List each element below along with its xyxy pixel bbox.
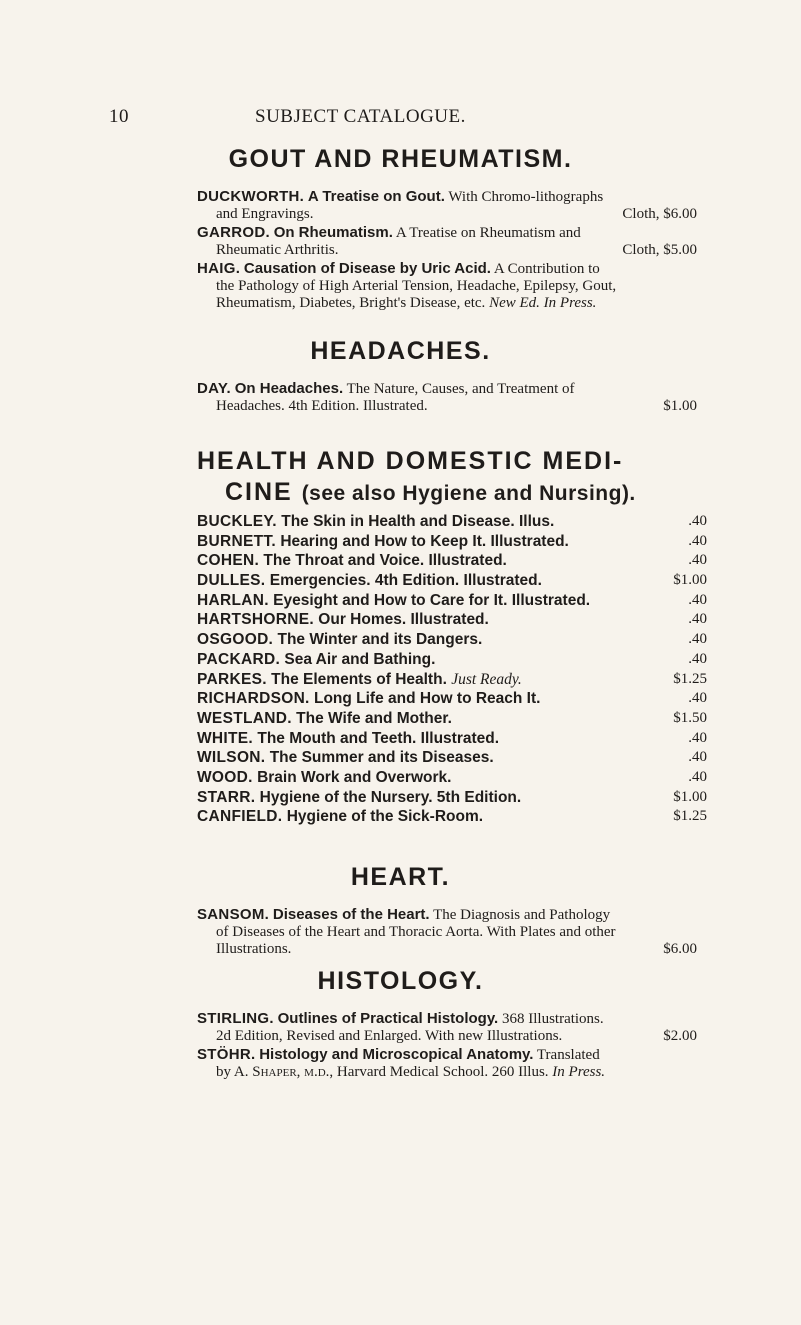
entry-cont: by A. bbox=[216, 1064, 249, 1080]
entry-author: DUCKWORTH. bbox=[197, 188, 305, 205]
entry-title: Histology and Microscopical Anatomy. bbox=[259, 1046, 534, 1063]
heading-sub: (see also Hygiene and Nursing). bbox=[301, 482, 636, 505]
item-price: $1.00 bbox=[673, 572, 707, 589]
item-title: Eyesight and How to Care for It. Illustrated. bbox=[273, 591, 591, 609]
list-item bbox=[197, 808, 707, 828]
item-title: The Mouth and Teeth. Illustrated. bbox=[257, 729, 500, 747]
entry-title: Causation of Disease by Uric Acid. bbox=[243, 260, 491, 277]
entry-garrod bbox=[197, 224, 697, 259]
list-item bbox=[197, 533, 707, 553]
item-price: .40 bbox=[688, 532, 707, 549]
entry-desc: The Diagnosis and Pathology bbox=[433, 907, 611, 923]
item-price: .40 bbox=[688, 729, 707, 746]
entry-desc: Translated bbox=[536, 1047, 600, 1063]
entry-title: On Headaches. bbox=[234, 380, 344, 397]
section-heading-headaches: HEADACHES. bbox=[310, 337, 491, 365]
entry-author: HAIG. bbox=[197, 260, 241, 277]
item-title: Hygiene of the Nursery. 5th Edition. bbox=[259, 788, 522, 806]
item-author: COHEN. bbox=[197, 552, 260, 570]
entry-title: On Rheumatism. bbox=[273, 224, 393, 241]
entry-author: DAY. bbox=[197, 380, 231, 397]
entry-price: Cloth, $5.00 bbox=[622, 242, 697, 258]
item-note: Just Ready. bbox=[451, 670, 522, 688]
entry-author: GARROD. bbox=[197, 224, 270, 241]
item-author: HARTSHORNE. bbox=[197, 611, 314, 629]
entry-price: $6.00 bbox=[663, 941, 697, 957]
list-item bbox=[197, 730, 707, 750]
list-item bbox=[197, 592, 707, 612]
item-price: .40 bbox=[688, 552, 707, 569]
entry-stirling bbox=[197, 1010, 697, 1045]
entry-cont-post: Harvard Medical School. 260 Illus. bbox=[336, 1064, 549, 1080]
entry-sansom bbox=[197, 906, 697, 958]
entry-cont: Rheumatic Arthritis. bbox=[216, 242, 339, 258]
item-price: $1.00 bbox=[673, 788, 707, 805]
entry-day bbox=[197, 380, 697, 415]
item-title: Sea Air and Bathing. bbox=[284, 650, 436, 668]
entry-author: STÖHR. bbox=[197, 1046, 256, 1063]
item-price: .40 bbox=[688, 650, 707, 667]
item-author: HARLAN. bbox=[197, 591, 269, 609]
item-title: The Wife and Mother. bbox=[296, 709, 452, 727]
entry-author: SANSOM. bbox=[197, 906, 270, 923]
list-item bbox=[197, 651, 707, 671]
list-item bbox=[197, 749, 707, 769]
section-heading-heart: HEART. bbox=[350, 863, 451, 891]
item-author: PARKES. bbox=[197, 670, 267, 688]
item-author: WOOD. bbox=[197, 768, 253, 786]
item-author: DULLES. bbox=[197, 572, 266, 590]
page-number: 10 bbox=[109, 106, 129, 127]
item-price: .40 bbox=[688, 690, 707, 707]
entry-desc: The Nature, Causes, and Treatment of bbox=[346, 381, 575, 397]
entry-title: Outlines of Practical Histology. bbox=[277, 1010, 499, 1027]
list-item bbox=[197, 710, 707, 730]
entry-title: Diseases of the Heart. bbox=[272, 906, 430, 923]
entry-cont: Headaches. 4th Edition. Illustrated. bbox=[216, 398, 428, 414]
item-price: .40 bbox=[688, 513, 707, 529]
list-item bbox=[197, 513, 707, 533]
item-title: The Skin in Health and Disease. Illus. bbox=[281, 513, 555, 530]
section-heading-histology: HISTOLOGY. bbox=[317, 967, 484, 995]
entry-price: $1.00 bbox=[663, 398, 697, 414]
entry-note: In Press. bbox=[552, 1064, 606, 1080]
item-title: The Elements of Health. bbox=[271, 670, 447, 688]
section-heading-gout: GOUT AND RHEUMATISM. bbox=[228, 145, 573, 173]
list-item bbox=[197, 552, 707, 572]
item-price: $1.50 bbox=[673, 709, 707, 726]
entry-author: STIRLING. bbox=[197, 1010, 274, 1027]
entry-cont: 2d Edition, Revised and Enlarged. With new Illustrations. bbox=[216, 1028, 563, 1044]
list-item bbox=[197, 631, 707, 651]
list-item bbox=[197, 671, 707, 691]
item-title: The Winter and its Dangers. bbox=[277, 631, 483, 649]
entry-desc: A Treatise on Rheumatism and bbox=[395, 225, 581, 241]
entry-haig bbox=[197, 260, 697, 312]
running-title: SUBJECT CATALOGUE. bbox=[255, 106, 466, 127]
item-title: Hygiene of the Sick-Room. bbox=[286, 808, 484, 826]
item-author: PACKARD. bbox=[197, 650, 281, 668]
list-item bbox=[197, 690, 707, 710]
entry-note: In Press. bbox=[543, 295, 597, 311]
entry-cont-degree: m.d., bbox=[304, 1064, 334, 1080]
entry-cont2: Illustrations. bbox=[216, 941, 292, 957]
item-author: BURNETT. bbox=[197, 532, 277, 550]
entry-price: Cloth, $6.00 bbox=[622, 206, 697, 222]
running-head bbox=[109, 106, 466, 128]
health-list bbox=[197, 513, 707, 828]
heading-word: CINE bbox=[225, 478, 293, 506]
list-item bbox=[197, 769, 707, 789]
item-title: Emergencies. 4th Edition. Illustrated. bbox=[269, 572, 542, 590]
entry-cont: the Pathology of High Arterial Tension, Headache, Epilepsy, Gout, bbox=[216, 278, 617, 294]
item-author: WESTLAND. bbox=[197, 709, 292, 727]
item-author: BUCKLEY. bbox=[197, 513, 277, 530]
item-title: Long Life and How to Reach It. bbox=[313, 690, 541, 708]
entry-note: New Ed. bbox=[489, 295, 540, 311]
list-item bbox=[197, 611, 707, 631]
item-author: OSGOOD. bbox=[197, 631, 274, 649]
item-price: .40 bbox=[688, 611, 707, 628]
item-price: .40 bbox=[688, 631, 707, 648]
item-author: RICHARDSON. bbox=[197, 690, 310, 708]
item-title: Hearing and How to Keep It. Illustrated. bbox=[280, 532, 569, 550]
entry-cont2: Rheumatism, Diabetes, Bright's Disease, etc. bbox=[216, 295, 486, 311]
entry-desc: With Chromo-lithographs bbox=[448, 189, 604, 205]
entry-cont: of Diseases of the Heart and Thoracic Aorta. With Plates and other bbox=[216, 924, 616, 940]
entry-stohr bbox=[197, 1046, 697, 1081]
item-author: WHITE. bbox=[197, 729, 254, 747]
item-author: CANFIELD. bbox=[197, 808, 283, 826]
item-author: WILSON. bbox=[197, 749, 266, 767]
entry-desc: 368 Illustrations. bbox=[501, 1011, 604, 1027]
item-price: $1.25 bbox=[673, 670, 707, 687]
entry-price: $2.00 bbox=[663, 1028, 697, 1044]
entry-title: A Treatise on Gout. bbox=[307, 188, 445, 205]
section-heading-health-cont bbox=[225, 478, 725, 507]
item-author: STARR. bbox=[197, 788, 256, 806]
item-price: .40 bbox=[688, 749, 707, 766]
section-heading-health: HEALTH AND DOMESTIC MEDI- bbox=[197, 447, 624, 475]
item-title: The Throat and Voice. Illustrated. bbox=[263, 552, 507, 570]
entry-desc: A Contribution to bbox=[493, 261, 600, 277]
item-title: The Summer and its Diseases. bbox=[269, 749, 494, 767]
item-price: $1.25 bbox=[673, 808, 707, 825]
item-price: .40 bbox=[688, 768, 707, 785]
list-item bbox=[197, 789, 707, 809]
entry-duckworth bbox=[197, 188, 697, 223]
entry-cont-name: Shaper, bbox=[252, 1064, 301, 1080]
item-title: Brain Work and Overwork. bbox=[257, 768, 452, 786]
item-title: Our Homes. Illustrated. bbox=[318, 611, 489, 629]
entry-cont: and Engravings. bbox=[216, 206, 314, 222]
list-item bbox=[197, 572, 707, 592]
item-price: .40 bbox=[688, 591, 707, 608]
